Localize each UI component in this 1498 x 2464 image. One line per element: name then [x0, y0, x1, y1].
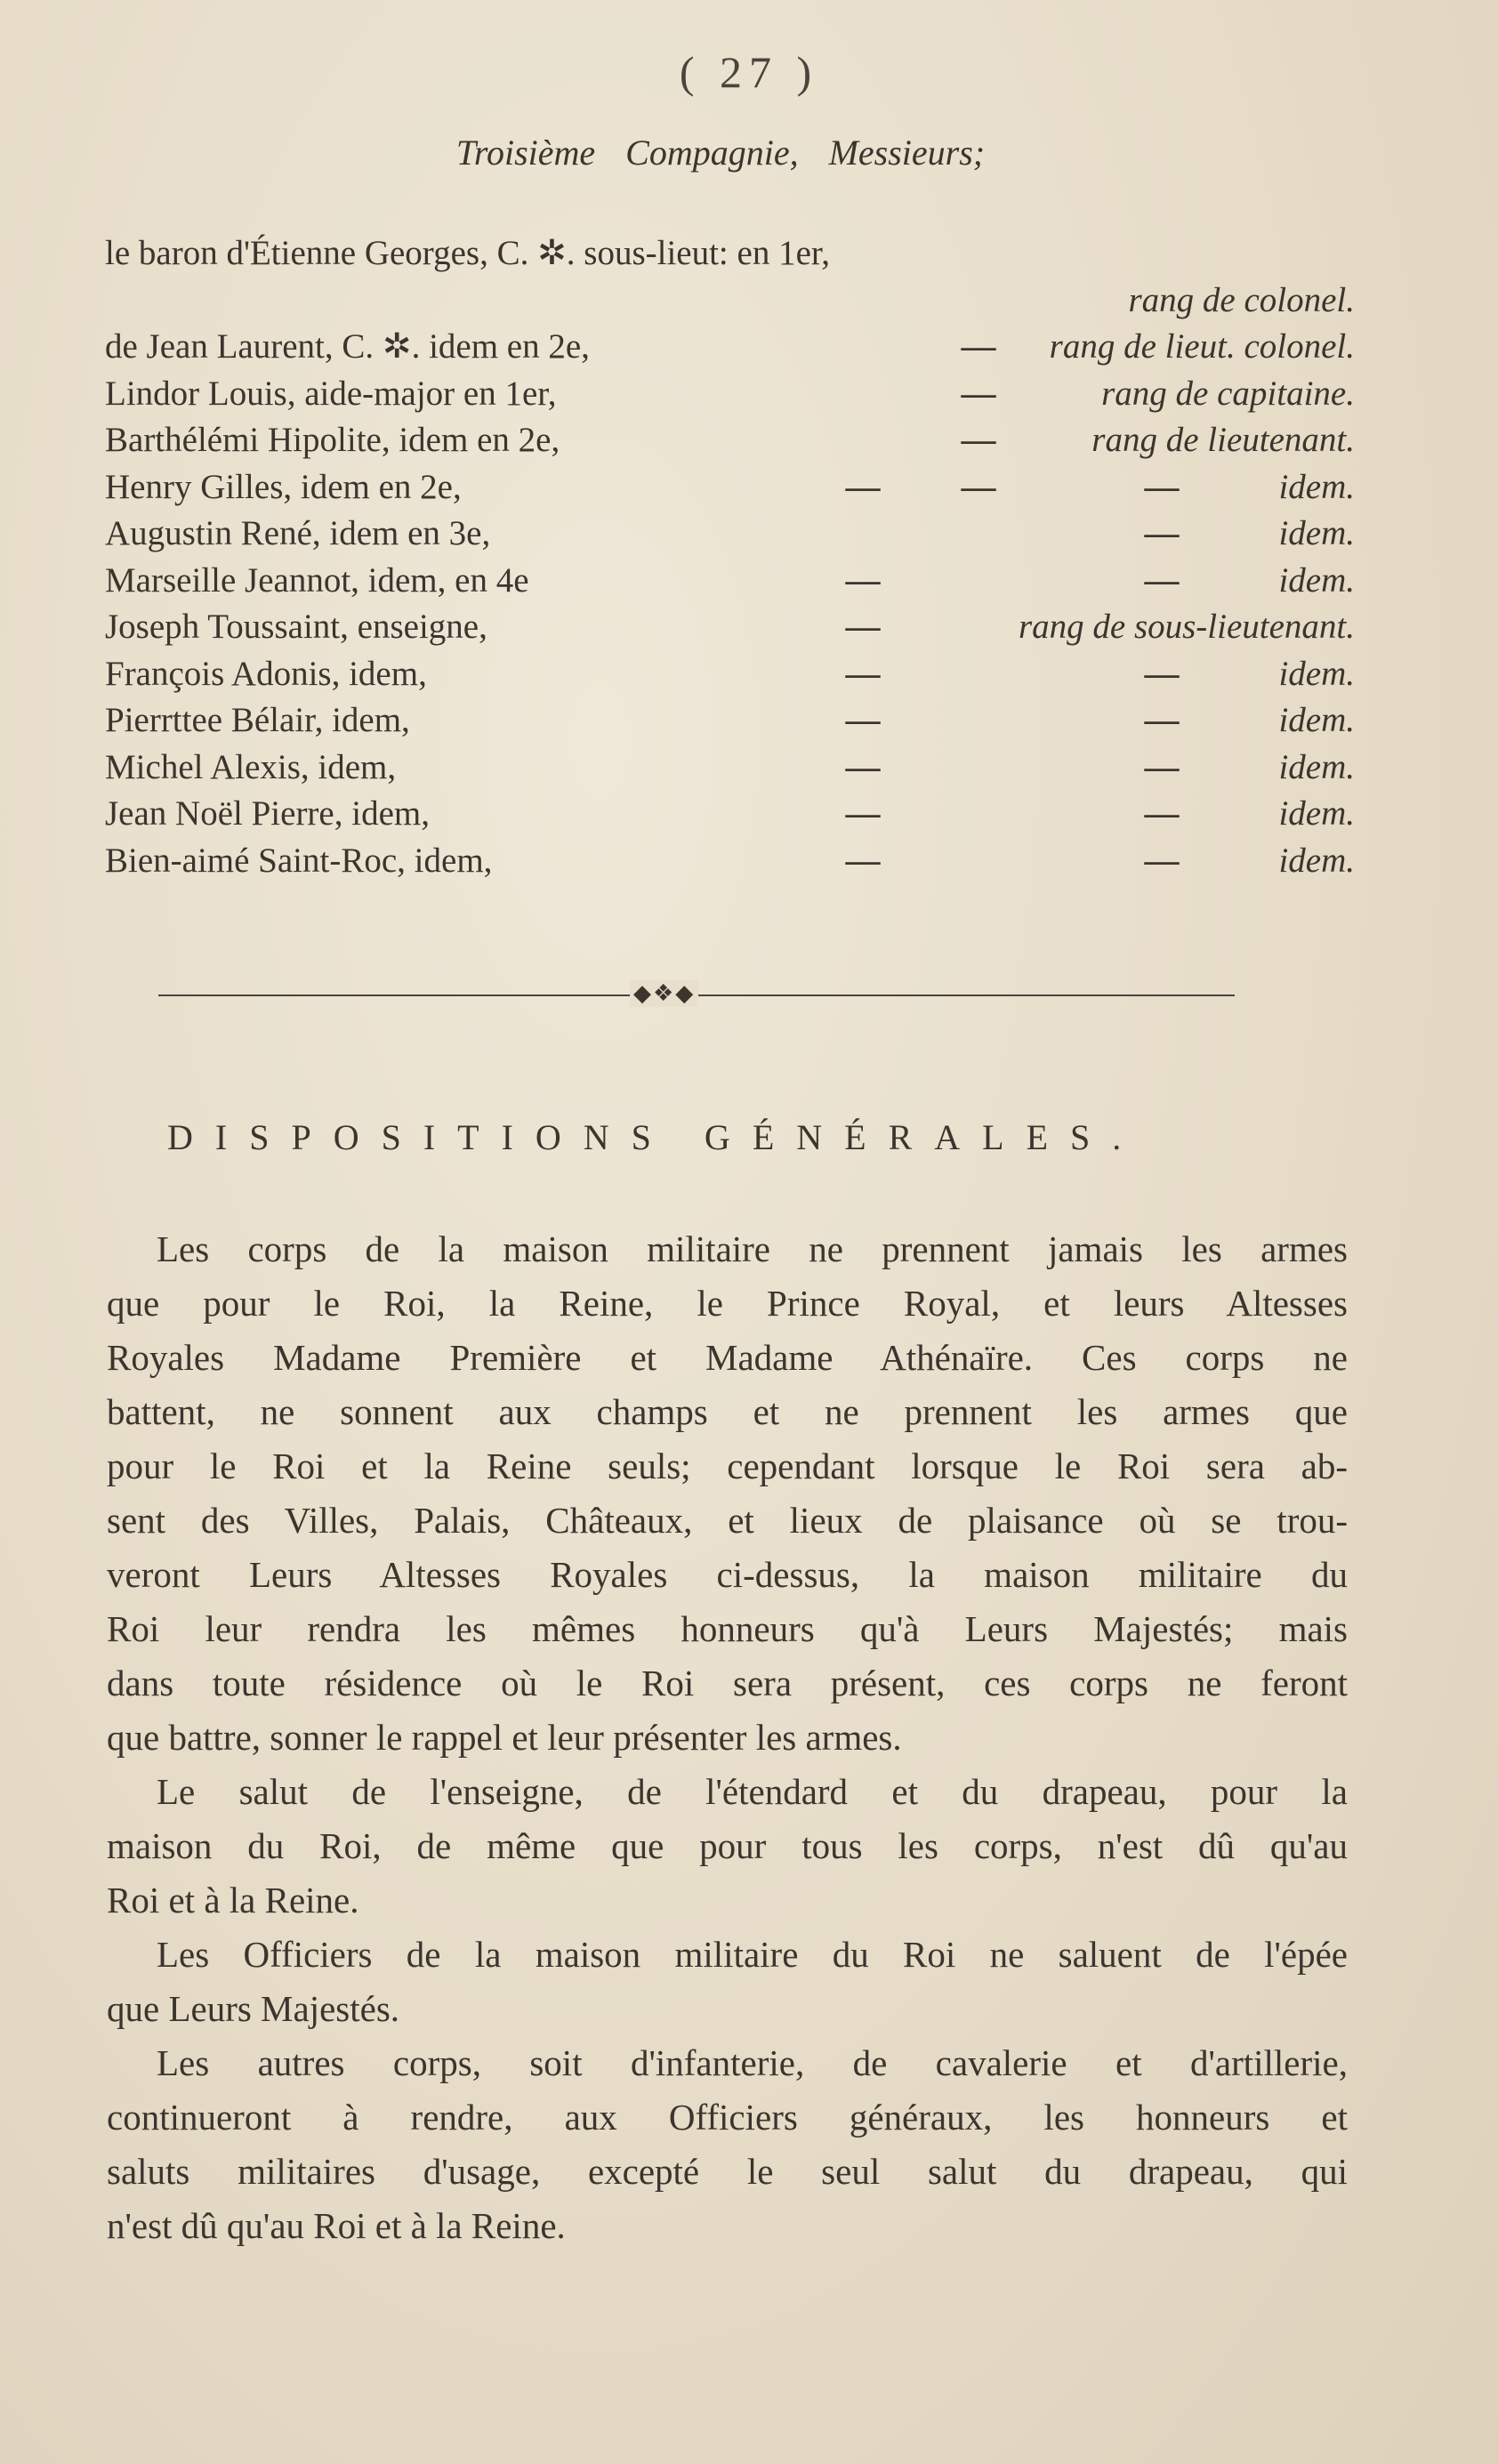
- officer-name: Lindor Louis, aide-major en 1er,: [105, 374, 557, 413]
- officer-rank: rang de lieut. colonel.: [1049, 327, 1355, 366]
- officer-rank: idem.: [1278, 841, 1355, 880]
- officer-name: Michel Alexis, idem,: [105, 747, 397, 786]
- body-line: Royales Madame Première et Madame Athénaïre. Ces corps ne: [107, 1337, 1348, 1378]
- body-line: maison du Roi, de même que pour tous les corps, n'est dû qu'au: [107, 1825, 1348, 1866]
- roster-row: [105, 700, 1355, 746]
- roster-row: [105, 560, 1355, 607]
- officer-rank: idem.: [1278, 701, 1355, 739]
- officer-name: Bien-aimé Saint-Roc, idem,: [105, 841, 493, 880]
- body-line: que pour le Roi, la Reine, le Prince Royal, et leurs Altesses: [107, 1283, 1348, 1324]
- officer-name: Augustin René, idem en 3e,: [105, 514, 491, 552]
- officer-name: François Adonis, idem,: [105, 654, 427, 693]
- body-line: dans toute résidence où le Roi sera présent, ces corps ne feront: [107, 1663, 1348, 1703]
- ditto-dash: —: [961, 327, 996, 366]
- body-line: que battre, sonner le rappel et leur présenter les armes.: [107, 1717, 902, 1758]
- body-line: Les corps de la maison militaire ne prennent jamais les armes: [157, 1228, 1348, 1269]
- ditto-dash: —: [845, 701, 881, 739]
- company-header: Troisième Compagnie, Messieurs;: [455, 133, 986, 173]
- ditto-dash: —: [845, 841, 881, 880]
- ditto-dash: —: [1144, 794, 1180, 833]
- ditto-dash: —: [845, 467, 881, 506]
- body-line: battent, ne sonnent aux champs et ne prennent les armes que: [107, 1391, 1348, 1432]
- ditto-dash: —: [845, 560, 881, 600]
- officer-rank: idem.: [1278, 654, 1355, 693]
- body-line: sent des Villes, Palais, Châteaux, et lieux de plaisance où se trou-: [107, 1500, 1348, 1541]
- roster-row: [105, 747, 1355, 793]
- officer-rank: rang de sous-lieutenant.: [1018, 608, 1355, 646]
- roster-row: [105, 654, 1355, 700]
- roster-row: [105, 374, 1355, 420]
- body-line: Les autres corps, soit d'infanterie, de cavalerie et d'artillerie,: [157, 2042, 1348, 2083]
- ditto-dash: —: [961, 421, 996, 459]
- ditto-dash: —: [1144, 560, 1180, 600]
- section-heading: DISPOSITIONS GÉNÉRALES.: [167, 1117, 1144, 1157]
- roster-row: [105, 233, 1355, 279]
- ditto-dash: —: [1144, 467, 1180, 506]
- officer-rank: idem.: [1278, 794, 1355, 833]
- body-line: continueront à rendre, aux Officiers généraux, les honneurs et: [107, 2097, 1348, 2138]
- body-line: n'est dû qu'au Roi et à la Reine.: [107, 2205, 566, 2246]
- ditto-dash: —: [1144, 747, 1180, 786]
- body-line: veront Leurs Altesses Royales ci-dessus, la maison militaire du: [107, 1554, 1348, 1595]
- officer-name: Joseph Toussaint, enseigne,: [105, 608, 487, 646]
- officer-name: Marseille Jeannot, idem, en 4e: [105, 560, 529, 600]
- body-line: que Leurs Majestés.: [107, 1988, 400, 2029]
- ditto-dash: —: [845, 747, 881, 786]
- body-line: Roi et à la Reine.: [107, 1880, 359, 1920]
- officer-name: le baron d'Étienne Georges, C. ✲. sous-lieut: en 1er,: [105, 234, 831, 272]
- roster-row: [105, 793, 1355, 840]
- body-line: Roi leur rendra les mêmes honneurs qu'à Leurs Majestés; mais: [107, 1608, 1348, 1649]
- officer-rank: idem.: [1278, 747, 1355, 786]
- body-line: pour le Roi et la Reine seuls; cependant lorsque le Roi sera ab-: [107, 1445, 1348, 1486]
- officer-name: Barthélémi Hipolite, idem en 2e,: [105, 421, 560, 459]
- officer-rank: idem.: [1278, 514, 1355, 552]
- roster-row: [105, 841, 1355, 887]
- roster-row: [105, 513, 1355, 560]
- officer-name: Henry Gilles, idem en 2e,: [105, 467, 462, 506]
- officer-rank: rang de capitaine.: [1101, 374, 1355, 413]
- officer-name: Jean Noël Pierre, idem,: [105, 794, 430, 833]
- ditto-dash: —: [1144, 701, 1180, 739]
- ditto-dash: —: [1144, 514, 1180, 552]
- officer-rank: rang de lieutenant.: [1091, 421, 1355, 459]
- ditto-dash: —: [961, 374, 996, 413]
- ditto-dash: —: [845, 654, 881, 693]
- ditto-dash: —: [845, 794, 881, 833]
- body-line: saluts militaires d'usage, excepté le seul salut du drapeau, qui: [107, 2151, 1348, 2192]
- ditto-dash: —: [845, 608, 881, 646]
- officer-rank: idem.: [1278, 467, 1355, 506]
- roster-row: [105, 326, 1355, 373]
- roster-row: [105, 607, 1355, 653]
- divider-ornament-icon: ◆❖◆: [630, 980, 698, 1007]
- ornamental-divider: [158, 980, 1235, 1006]
- ditto-dash: —: [1144, 841, 1180, 880]
- officer-rank: idem.: [1278, 560, 1355, 600]
- body-line: Les Officiers de la maison militaire du Roi ne saluent de l'épée: [157, 1934, 1348, 1975]
- ditto-dash: —: [1144, 654, 1180, 693]
- officer-name: Pierrttee Bélair, idem,: [105, 701, 410, 739]
- ditto-dash: —: [961, 467, 996, 506]
- page-number: ( 27 ): [679, 47, 819, 97]
- roster-row: [105, 280, 1355, 326]
- body-line: Le salut de l'enseigne, de l'étendard et du drapeau, pour la: [157, 1771, 1348, 1812]
- officer-rank: rang de colonel.: [1128, 280, 1355, 319]
- roster-row: [105, 467, 1355, 513]
- officer-name: de Jean Laurent, C. ✲. idem en 2e,: [105, 327, 590, 366]
- roster-row: [105, 420, 1355, 466]
